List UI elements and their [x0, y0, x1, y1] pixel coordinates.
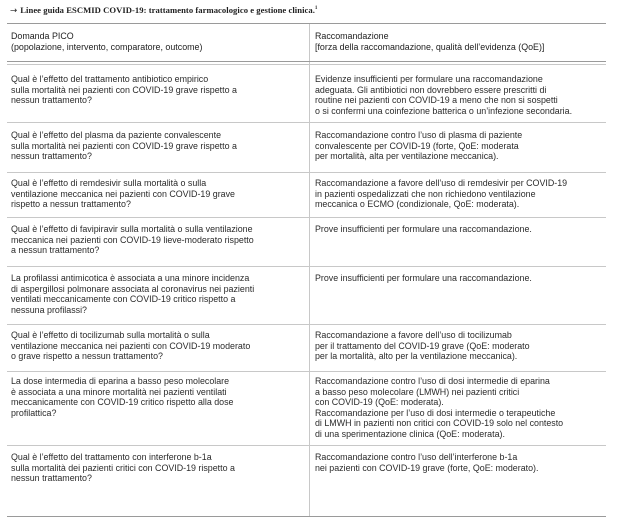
- question-line: sulla mortalità nei pazienti con COVID-19 grave rispetto a: [11, 140, 237, 151]
- table-row: [7, 371, 606, 445]
- pico-question: [11, 74, 303, 106]
- recommendation: [315, 273, 605, 284]
- recommendation-line: nei pazienti con COVID-19 grave (forte, QoE: moderato).: [315, 462, 539, 473]
- recommendation: [315, 224, 605, 235]
- question-line: Qual è l’effetto del plasma da paziente convalescente: [11, 130, 222, 140]
- question-line: Qual è l’effetto del trattamento antibiotico empirico: [11, 74, 209, 84]
- header-recommendation-subtitle: [forza della raccomandazione, qualità dell’evidenza (QoE)]: [315, 41, 545, 52]
- recommendation-line: per mortalità, alta per ventilazione meccanica).: [315, 151, 499, 162]
- question-line: ventilazione meccanica nei pazienti con COVID-19 moderato: [11, 340, 251, 351]
- recommendation-line: in pazienti ospedalizzati che non richiedono ventilazione: [315, 188, 536, 199]
- recommendation-line: o si confermi una coinfezione batterica o un’infezione secondaria.: [315, 105, 573, 116]
- question-line: meccanica nei pazienti con COVID-19 lieve-moderato rispetto: [11, 234, 254, 245]
- recommendation-line: Prove insufficienti per formulare una raccomandazione.: [315, 224, 532, 234]
- table-row: [7, 217, 606, 266]
- recommendation: [315, 376, 605, 440]
- question-line: sulla mortalità dei pazienti critici con COVID-19 rispetto a: [11, 462, 235, 473]
- recommendation-line: Raccomandazione a favore dell’uso di tocilizumab: [315, 330, 512, 340]
- question-line: nessuna profilassi?: [11, 304, 87, 315]
- question-line: ventilati meccanicamente con COVID-19 critico rispetto a: [11, 294, 236, 305]
- recommendation-line: con COVID-19 (QoE: moderata).: [315, 397, 444, 408]
- question-line: Qual è l’effetto di favipiravir sulla mortalità o sulla ventilazione: [11, 224, 253, 234]
- guidelines-table: [7, 23, 606, 517]
- question-line: nessun trattamento?: [11, 151, 92, 162]
- recommendation-line: Raccomandazione a favore dell’uso di remdesivir per COVID-19: [315, 178, 568, 188]
- recommendation: [315, 452, 605, 473]
- question-line: nessun trattamento?: [11, 473, 92, 484]
- recommendation-line: per il trattamento del COVID-19 grave (QoE: moderato: [315, 340, 530, 351]
- table-row: [7, 172, 606, 217]
- arrow-right-icon: →: [10, 6, 18, 16]
- recommendation-line: Raccomandazione contro l’uso di dosi intermedie di eparina: [315, 376, 550, 386]
- recommendation-line: Raccomandazione per l’uso di dosi intermedie o terapeutiche: [315, 407, 556, 418]
- question-line: ventilazione meccanica nei pazienti con COVID-19 grave: [11, 188, 235, 199]
- recommendation-line: di una sperimentazione clinica (QoE: moderata).: [315, 428, 505, 439]
- table-row: [7, 64, 606, 122]
- table-row: [7, 266, 606, 324]
- caption-footnote: 1: [314, 6, 318, 12]
- recommendation: [315, 74, 605, 116]
- question-line: di aspergillosi polmonare associata al coronavirus nei pazienti: [11, 283, 255, 294]
- question-line: Qual è l’effetto di remdesivir sulla mortalità o sulla: [11, 178, 207, 188]
- header-recommendation: [315, 31, 605, 52]
- recommendation-line: a basso peso molecolare (LMWH) nei pazienti critici: [315, 386, 520, 397]
- header-pico: [11, 31, 303, 52]
- recommendation-line: Raccomandazione contro l’uso dell’interferone b-1a: [315, 452, 518, 462]
- header-recommendation-title: Raccomandazione: [315, 31, 389, 41]
- header-pico-subtitle: (popolazione, intervento, comparatore, outcome): [11, 41, 203, 52]
- recommendation: [315, 330, 605, 362]
- pico-question: [11, 224, 303, 256]
- recommendation-line: convalescente per COVID-19 (forte, QoE: moderata: [315, 140, 519, 151]
- recommendation-line: di LMWH in pazienti non critici con COVID-19 solo nel contesto: [315, 418, 564, 429]
- question-line: Qual è l’effetto del trattamento con interferone b-1a: [11, 452, 212, 462]
- recommendation: [315, 130, 605, 162]
- question-line: La dose intermedia di eparina a basso peso molecolare: [11, 376, 230, 386]
- pico-question: [11, 330, 303, 362]
- table-caption: [10, 5, 317, 16]
- question-line: è associata a una minore mortalità nei pazienti ventilati: [11, 386, 227, 397]
- question-line: nessun trattamento?: [11, 95, 92, 106]
- table-row: [7, 324, 606, 371]
- pico-question: [11, 452, 303, 484]
- table-header: [7, 24, 606, 62]
- recommendation-line: routine nei pazienti con COVID-19 a meno che non si sospetti: [315, 95, 558, 106]
- table-row: [7, 445, 606, 516]
- question-line: a nessun trattamento?: [11, 245, 100, 256]
- recommendation: [315, 178, 605, 210]
- question-line: La profilassi antimicotica è associata a una minore incidenza: [11, 273, 250, 283]
- question-line: o grave rispetto a nessun trattamento?: [11, 351, 163, 362]
- table-row: [7, 122, 606, 172]
- question-line: sulla mortalità nei pazienti con COVID-19 grave rispetto a: [11, 84, 237, 95]
- recommendation-line: meccanica o ECMO (condizionale, QoE: moderata).: [315, 199, 520, 210]
- recommendation-line: Prove insufficienti per formulare una raccomandazione.: [315, 273, 532, 283]
- recommendation-line: Raccomandazione contro l’uso di plasma di paziente: [315, 130, 523, 140]
- recommendation-line: per la mortalità, alto per la ventilazione meccanica).: [315, 351, 518, 362]
- pico-question: [11, 376, 303, 418]
- pico-question: [11, 178, 303, 210]
- caption-title: Linee guida ESCMID COVID-19: trattamento farmacologico e gestione clinica.: [20, 5, 315, 15]
- question-line: Qual è l’effetto di tocilizumab sulla mortalità o sulla: [11, 330, 210, 340]
- recommendation-line: adeguata. Gli antibiotici non dovrebbero essere prescritti di: [315, 84, 547, 95]
- pico-question: [11, 130, 303, 162]
- recommendation-line: Evidenze insufficienti per formulare una raccomandazione: [315, 74, 543, 84]
- question-line: profilattica?: [11, 407, 57, 418]
- pico-question: [11, 273, 303, 315]
- header-pico-title: Domanda PICO: [11, 31, 74, 41]
- question-line: rispetto a nessun trattamento?: [11, 199, 131, 210]
- question-line: meccanicamente con COVID-19 critico rispetto alla dose: [11, 397, 234, 408]
